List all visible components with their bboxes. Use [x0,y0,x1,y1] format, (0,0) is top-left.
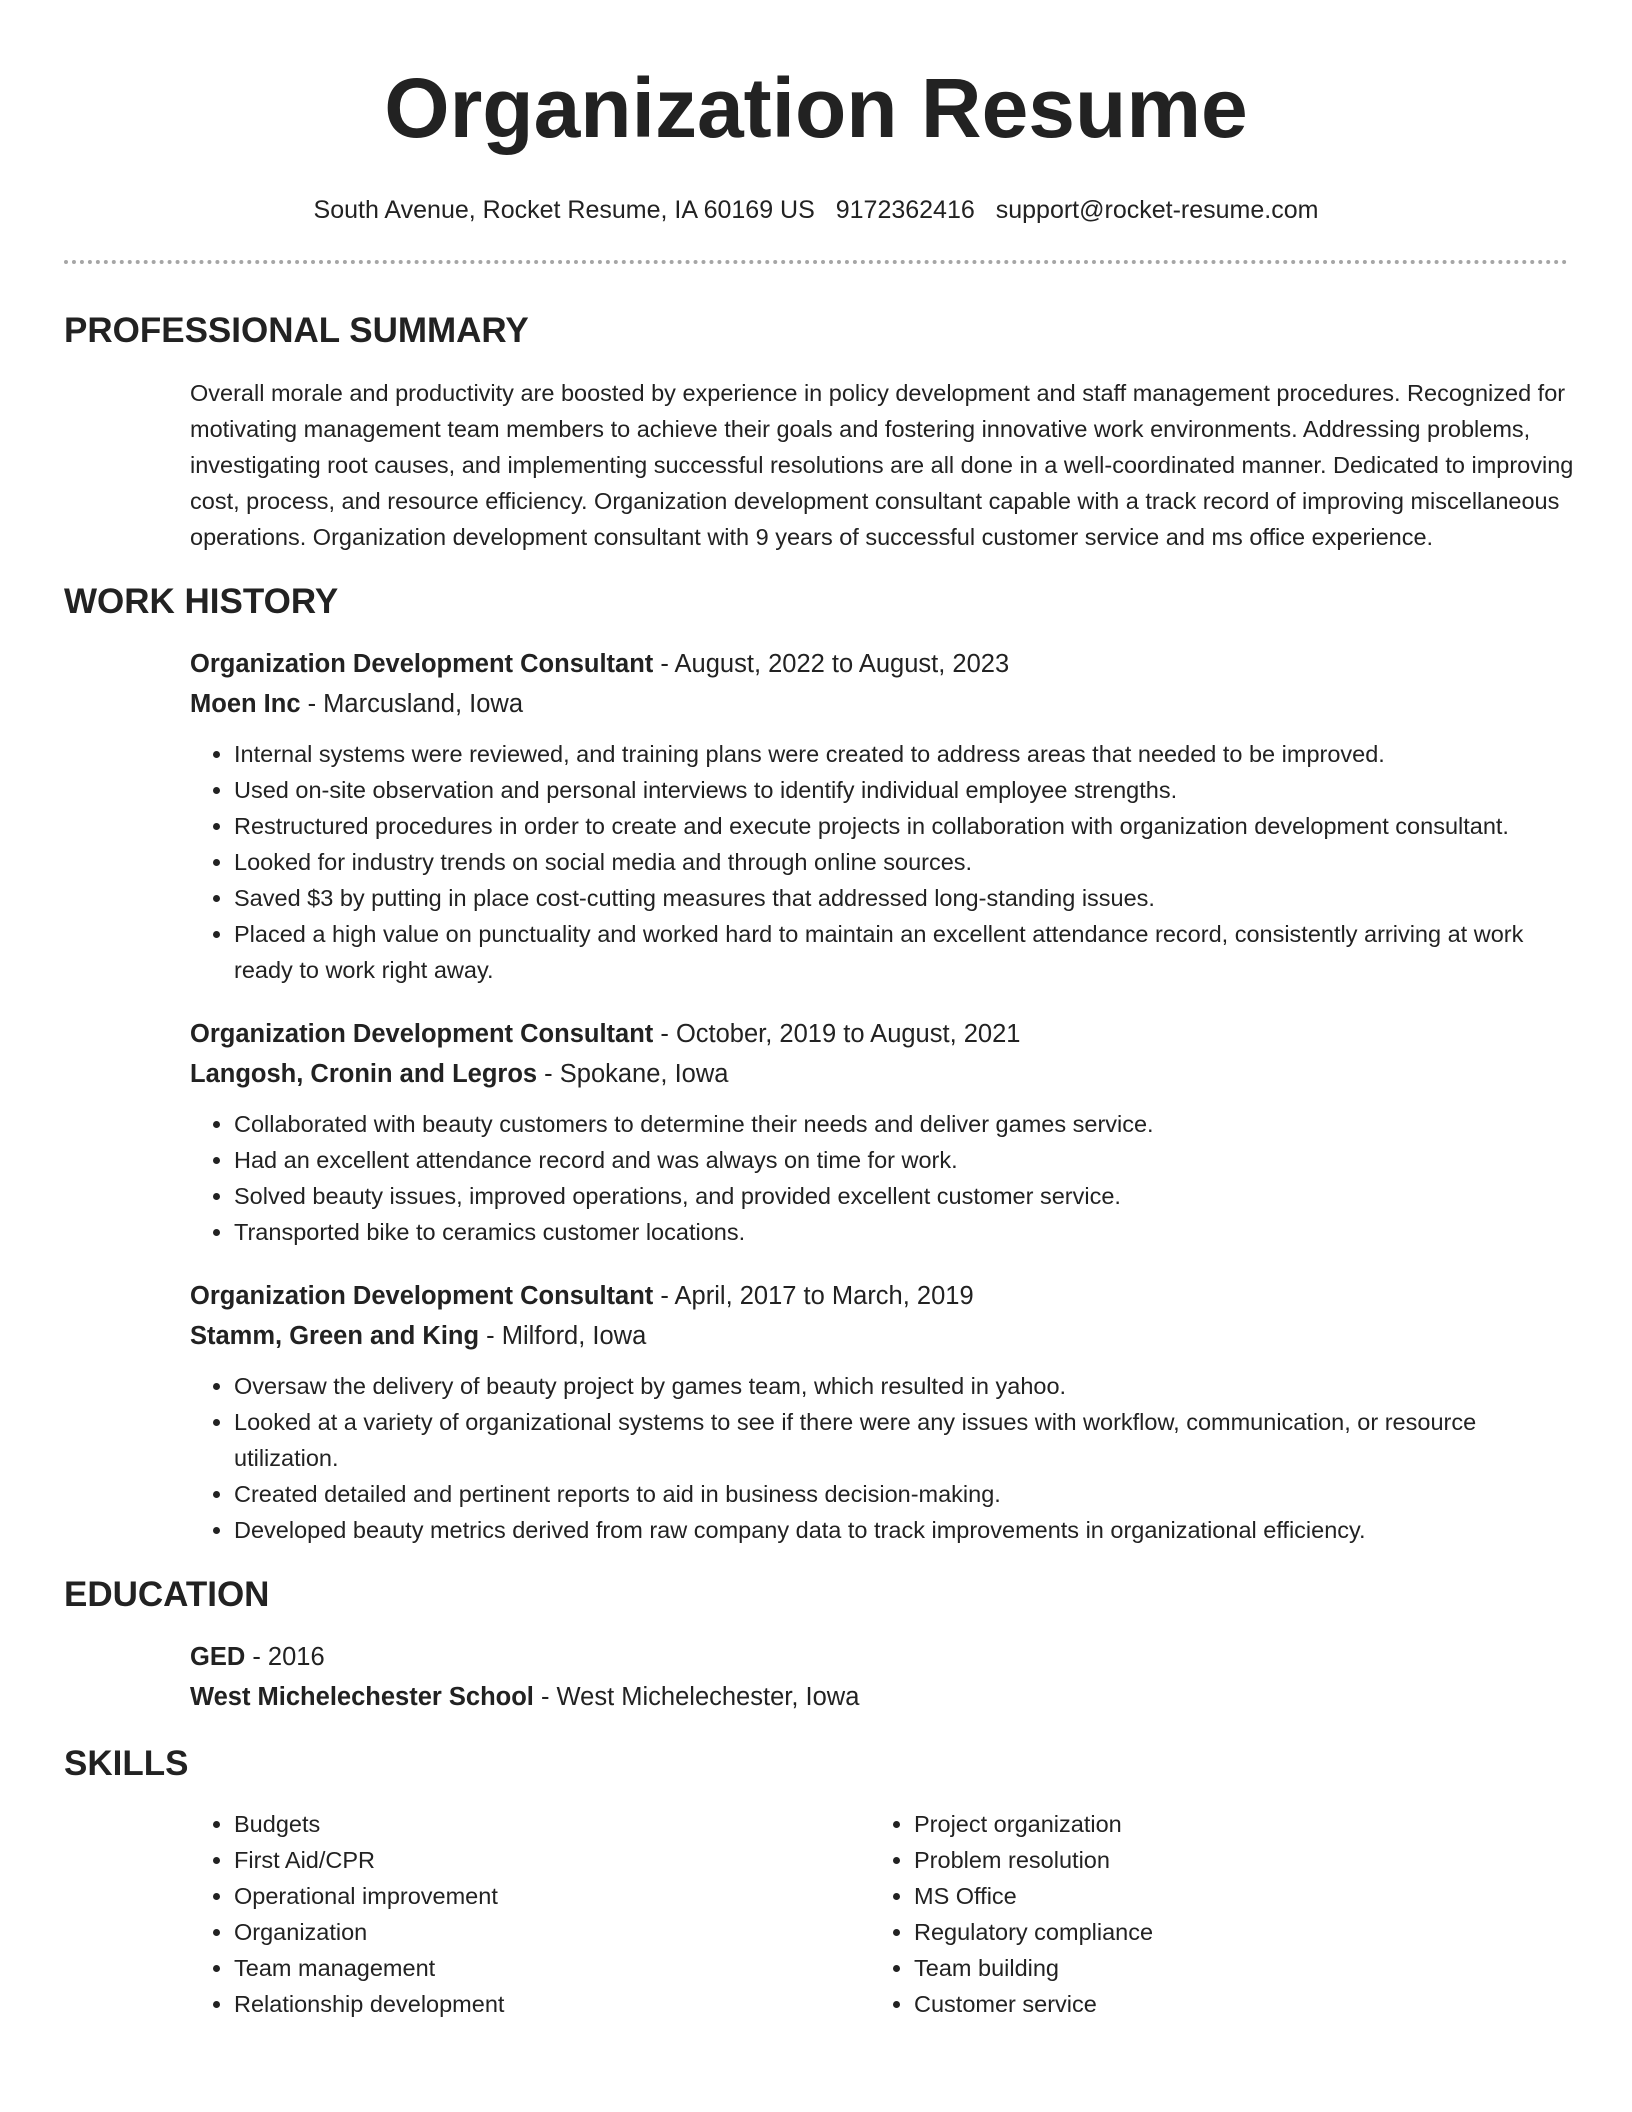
job-role: Organization Development Consultant [190,1282,654,1310]
skill-item: • MS Office [914,1878,1550,1914]
list-item: • Looked at a variety of organizational systems to see if there were any issues with workflow, communication, or resource utilization. [234,1404,1584,1476]
contact-address: South Avenue, Rocket Resume, IA 60169 US [313,196,815,224]
summary-text: Overall morale and productivity are boosted by experience in policy development and staff management procedures. Recognized for motivating management team members to achieve their goals and fostering innovative work environments. Addressing problems, investigating root causes, and implementing successful resolutions are all done in a well-coordinated manner. Dedicated to improving cost, process, and resource efficiency. Organization development consultant capable with a track record of improving miscellaneous operations. Organization development consultant with 9 years of successful customer service and ms office experience. [190,380,1574,550]
job-company: Langosh, Cronin and Legros [190,1060,538,1088]
skill-item: • Team management [234,1950,870,1986]
job-title-line [190,1276,1568,1316]
education-location: - West Michelechester, Iowa [533,1683,860,1711]
skills-columns [190,1806,1570,2022]
job-role: Organization Development Consultant [190,650,654,678]
job-dates: - April, 2017 to March, 2019 [653,1282,974,1310]
list-item: • Restructured procedures in order to create and execute projects in collaboration with organization development consultant. [234,808,1584,844]
resume-name: Organization Resume [384,61,1248,155]
education-entry [190,1637,1568,1717]
summary-section [64,309,1574,555]
list-item: • Transported bike to ceramics customer locations. [234,1214,1584,1250]
skill-item: • Regulatory compliance [914,1914,1550,1950]
job-title-line [190,1014,1568,1054]
skill-item: • Budgets [234,1806,870,1842]
job-bullets [190,736,1584,988]
header-divider [64,260,1568,264]
job-bullets [190,1368,1584,1548]
contact-phone: 9172362416 [835,196,975,224]
section-title-summary: PROFESSIONAL SUMMARY [64,311,529,350]
section-title-skills: SKILLS [64,1744,189,1783]
skill-item: • First Aid/CPR [234,1842,870,1878]
job-company-line [190,1316,1568,1356]
contact-line [64,194,1568,226]
education-degree: GED [190,1643,246,1671]
skill-item: • Organization [234,1914,870,1950]
list-item: • Had an excellent attendance record and was always on time for work. [234,1142,1584,1178]
list-item: • Collaborated with beauty customers to determine their needs and deliver games service. [234,1106,1584,1142]
education-section [64,1573,1568,1717]
job-location: - Marcusland, Iowa [300,690,524,718]
work-history-section [64,580,1568,1548]
skill-item: • Operational improvement [234,1878,870,1914]
job-company-line [190,684,1568,724]
list-item: • Looked for industry trends on social media and through online sources. [234,844,1584,880]
contact-email: support@rocket-resume.com [995,196,1319,224]
list-item: • Oversaw the delivery of beauty project by games team, which resulted in yahoo. [234,1368,1584,1404]
skill-item: • Project organization [914,1806,1550,1842]
education-degree-line [190,1637,1568,1677]
education-year: - 2016 [245,1643,325,1671]
list-item: • Used on-site observation and personal interviews to identify individual employee strengths. [234,772,1584,808]
job-dates: - October, 2019 to August, 2021 [653,1020,1021,1048]
job-company: Stamm, Green and King [190,1322,480,1350]
job-bullets [190,1106,1584,1250]
education-school-line [190,1677,1568,1717]
job-company: Moen Inc [190,690,301,718]
job-location: - Spokane, Iowa [537,1060,729,1088]
skills-section [64,1742,1568,2022]
skills-list-right [870,1806,1550,2022]
skill-item: • Team building [914,1950,1550,1986]
list-item: • Internal systems were reviewed, and training plans were created to address areas that needed to be improved. [234,736,1584,772]
job-entry [190,1014,1568,1250]
job-role: Organization Development Consultant [190,1020,654,1048]
job-company-line [190,1054,1568,1094]
list-item: • Saved $3 by putting in place cost-cutting measures that addressed long-standing issues. [234,880,1584,916]
list-item: • Solved beauty issues, improved operations, and provided excellent customer service. [234,1178,1584,1214]
skills-list-left [190,1806,870,2022]
section-title-education: EDUCATION [64,1575,270,1614]
list-item: • Placed a high value on punctuality and worked hard to maintain an excellent attendance record, consistently arriving at work ready to work right away. [234,916,1584,988]
skill-item: • Problem resolution [914,1842,1550,1878]
job-entry [190,644,1568,988]
section-title-work-history: WORK HISTORY [64,582,339,621]
skill-item: • Customer service [914,1986,1550,2022]
list-item: • Created detailed and pertinent reports to aid in business decision-making. [234,1476,1584,1512]
job-title-line [190,644,1568,684]
job-location: - Milford, Iowa [479,1322,647,1350]
list-item: • Developed beauty metrics derived from raw company data to track improvements in organizational efficiency. [234,1512,1584,1548]
job-entry [190,1276,1568,1548]
resume-page [64,0,1574,2022]
skill-item: • Relationship development [234,1986,870,2022]
education-school: West Michelechester School [190,1683,534,1711]
job-dates: - August, 2022 to August, 2023 [653,650,1010,678]
